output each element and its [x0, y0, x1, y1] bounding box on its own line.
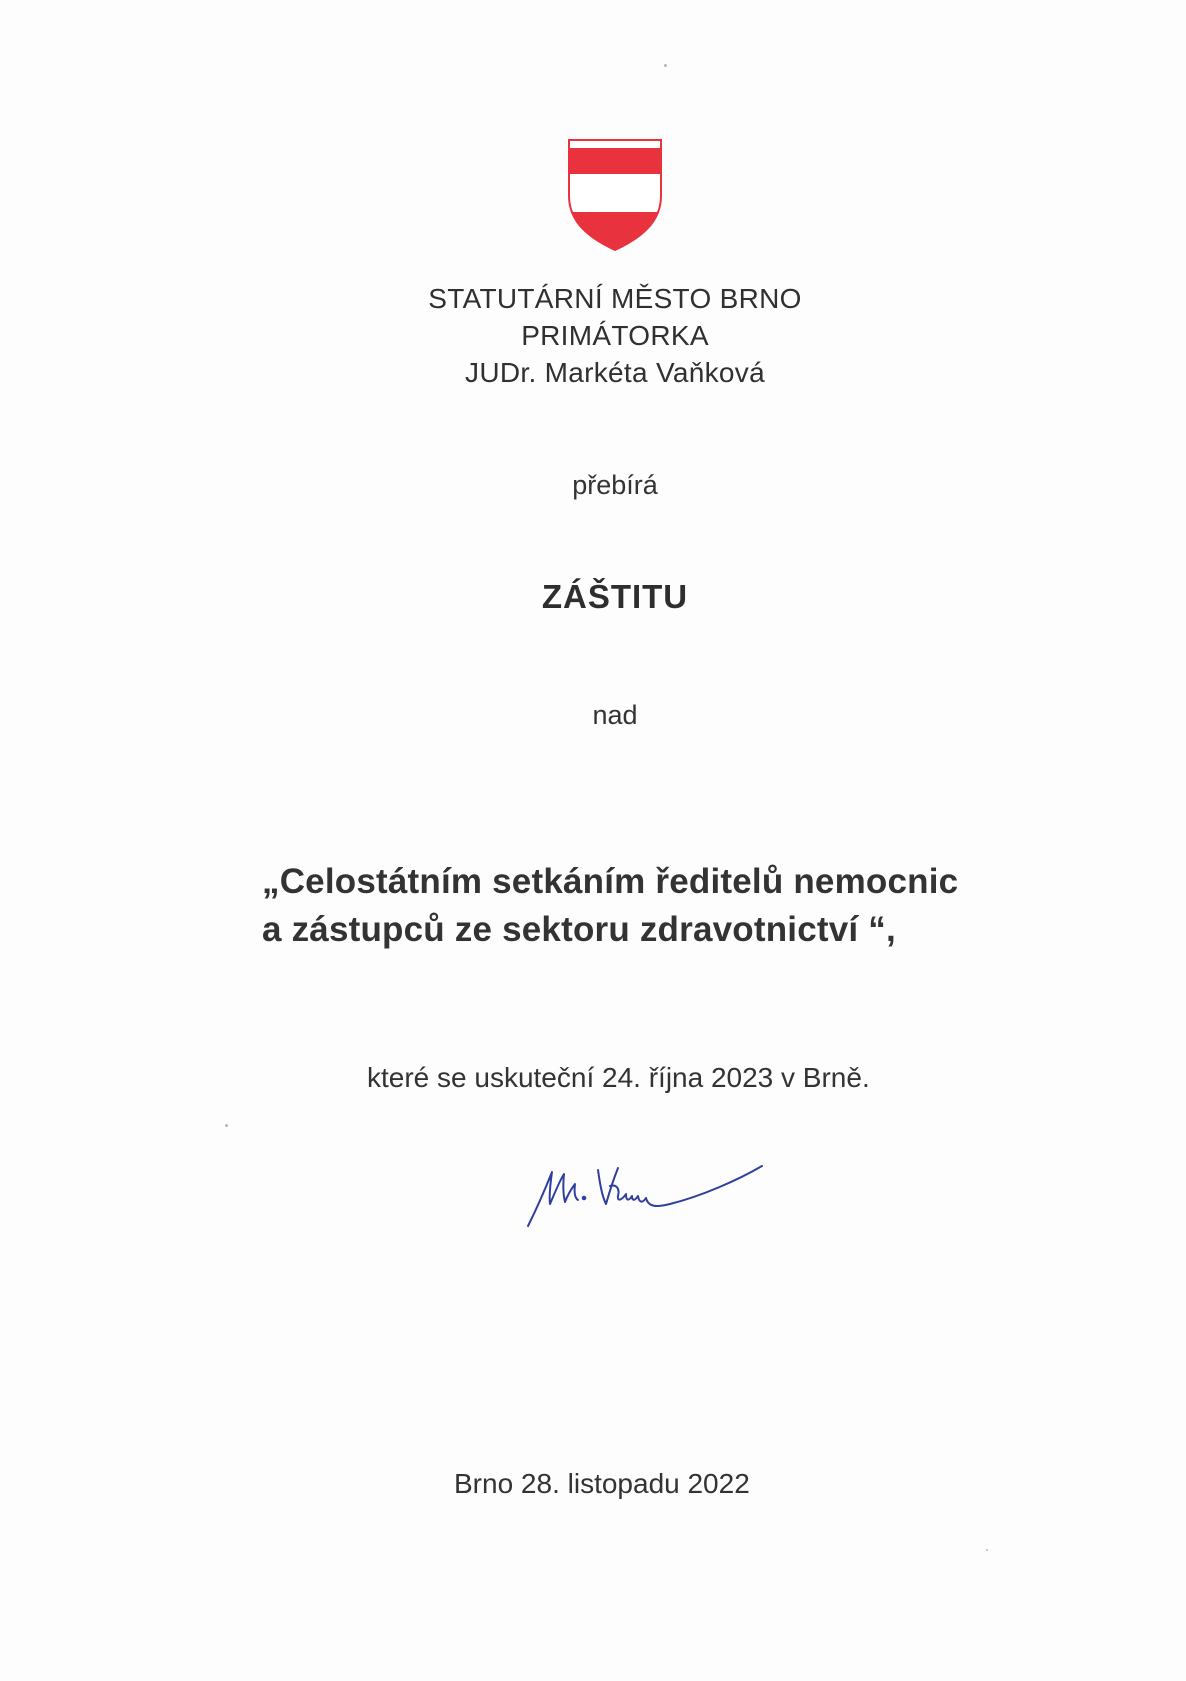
issuer-person: JUDr. Markéta Vaňková [465, 357, 765, 388]
issuer-office: PRIMÁTORKA [521, 320, 709, 351]
issuer-city: STATUTÁRNÍ MĚSTO BRNO [428, 283, 802, 314]
verb-text: přebírá [572, 470, 658, 500]
event-date-text: které se uskuteční 24. října 2023 v Brně. [367, 1062, 870, 1093]
issuer-block [0, 280, 1186, 391]
brno-coat-of-arms-icon [567, 138, 663, 252]
scan-speck [986, 1549, 988, 1551]
place-and-date: Brno 28. listopadu 2022 [454, 1468, 750, 1499]
scan-speck [225, 1124, 228, 1127]
scan-speck [664, 64, 667, 67]
event-title [262, 858, 958, 954]
document-heading: ZÁŠTITU [541, 578, 689, 615]
preposition-text: nad [592, 700, 638, 730]
handwritten-signature [522, 1150, 782, 1230]
event-title-line-1: „Celostátním setkáním ředitelů nemocnic [262, 862, 959, 901]
event-title-line-2: a zástupců ze sektoru zdravotnictví “, [262, 910, 896, 949]
